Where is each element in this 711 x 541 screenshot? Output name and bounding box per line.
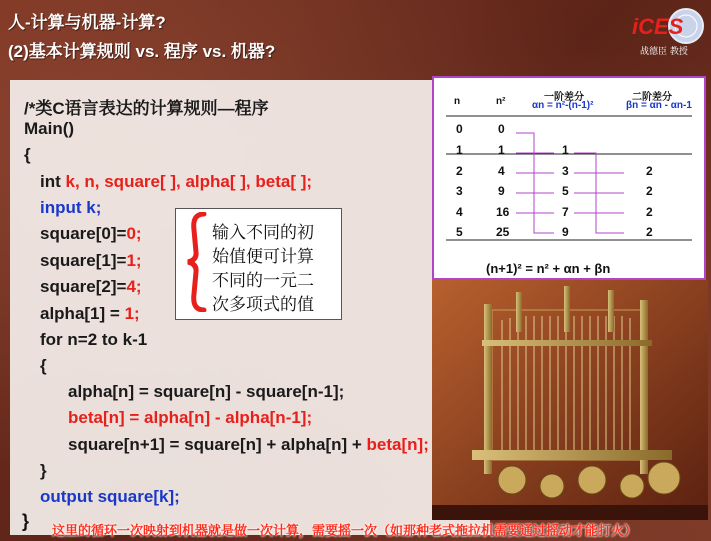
note-line-3: 不同的一元二 bbox=[212, 271, 314, 291]
recurrence-formula: (n+1)² = n² + αn + βn bbox=[486, 261, 611, 276]
code-output: output square[k]; bbox=[40, 487, 180, 506]
table-cell-n: 0 bbox=[456, 122, 463, 136]
code-square1 bbox=[40, 251, 142, 271]
table-cell-beta: 2 bbox=[646, 184, 653, 198]
table-header-diff1-title: 一阶差分 bbox=[544, 92, 584, 103]
note-line-4: 次多项式的值 bbox=[212, 295, 314, 315]
code-square2-lhs: square[2]= bbox=[40, 277, 127, 296]
code-comment: /*类C语言表达的计算规则—程序 bbox=[24, 99, 269, 118]
table-cell-beta: 2 bbox=[646, 205, 653, 219]
note-line-1: 输入不同的初 bbox=[212, 223, 314, 243]
code-declared-vars: k, n, square[ ], alpha[ ], beta[ ]; bbox=[65, 172, 313, 191]
difference-engine-image bbox=[432, 280, 708, 520]
code-square-next-b: beta[n]; bbox=[366, 435, 429, 454]
code-square-next bbox=[68, 435, 429, 455]
code-square1-value: 1; bbox=[126, 251, 142, 270]
svg-text:iCES: iCES bbox=[632, 14, 684, 39]
code-square2 bbox=[40, 277, 142, 297]
code-square-next-a: square[n+1] = square[n] + alpha[n] + bbox=[68, 435, 367, 454]
code-keyword-int: int bbox=[40, 172, 66, 191]
code-alpha1-value: 1; bbox=[124, 304, 140, 323]
code-square0-lhs: square[0]= bbox=[40, 224, 127, 243]
table-cell-n2: 0 bbox=[498, 122, 505, 136]
logo-subtitle: 战德臣 教授 bbox=[640, 47, 688, 57]
footer-note: 这里的循环一次映射到机器就是做一次计算，需要摇一次（如那种老式拖拉机需要通过摇动才能打火） bbox=[52, 524, 638, 539]
table-cell-n: 3 bbox=[456, 184, 463, 198]
table-cell-n2: 25 bbox=[496, 225, 510, 239]
code-main: Main() bbox=[24, 119, 75, 138]
table-header-diff1-formula: αn = n²-(n-1)² bbox=[532, 100, 594, 111]
table-cell-alpha: 7 bbox=[562, 205, 569, 219]
table-header-diff2-formula: βn = αn - αn-1 bbox=[626, 100, 692, 111]
table-cell-n: 4 bbox=[456, 205, 463, 219]
code-alpha1-lhs: alpha[1] = bbox=[40, 304, 125, 323]
table-cell-beta: 2 bbox=[646, 225, 653, 239]
code-alpha1 bbox=[40, 304, 140, 324]
code-inner-open-brace: { bbox=[40, 356, 47, 375]
table-cell-n2: 4 bbox=[498, 164, 505, 178]
table-header-n2: n² bbox=[496, 96, 506, 107]
code-close-brace: } bbox=[22, 511, 30, 531]
table-header-diff2-title: 二阶差分 bbox=[632, 92, 672, 103]
code-square0 bbox=[40, 224, 142, 244]
table-cell-alpha: 1 bbox=[562, 143, 569, 157]
red-brace-icon bbox=[184, 212, 210, 312]
table-cell-n: 5 bbox=[456, 225, 463, 239]
code-beta-n: beta[n] = alpha[n] - alpha[n-1]; bbox=[68, 408, 313, 427]
table-cell-beta: 2 bbox=[646, 164, 653, 178]
code-input: input k; bbox=[40, 198, 102, 217]
table-lines bbox=[434, 78, 704, 278]
code-square1-lhs: square[1]= bbox=[40, 251, 127, 270]
code-for-loop: for n=2 to k-1 bbox=[40, 330, 148, 349]
code-square0-value: 0; bbox=[126, 224, 142, 243]
table-cell-alpha: 9 bbox=[562, 225, 569, 239]
table-header-n: n bbox=[454, 96, 461, 107]
slide-subtitle: (2)基本计算规则 vs. 程序 vs. 机器? bbox=[8, 42, 276, 61]
table-cell-alpha: 5 bbox=[562, 184, 569, 198]
table-cell-n: 1 bbox=[456, 143, 463, 157]
note-line-2: 始值便可计算 bbox=[212, 247, 314, 267]
code-inner-close-brace: } bbox=[40, 461, 47, 480]
code-open-brace: { bbox=[24, 145, 31, 164]
code-square2-value: 4; bbox=[126, 277, 142, 296]
table-cell-n2: 1 bbox=[498, 143, 505, 157]
code-alpha-n: alpha[n] = square[n] - square[n-1]; bbox=[68, 382, 345, 401]
table-cell-n2: 16 bbox=[496, 205, 510, 219]
difference-table bbox=[432, 76, 706, 280]
table-cell-n: 2 bbox=[456, 164, 463, 178]
table-cell-alpha: 3 bbox=[562, 164, 569, 178]
slide-title: 人-计算与机器-计算? bbox=[8, 13, 166, 32]
code-declaration bbox=[40, 172, 312, 192]
table-cell-n2: 9 bbox=[498, 184, 505, 198]
